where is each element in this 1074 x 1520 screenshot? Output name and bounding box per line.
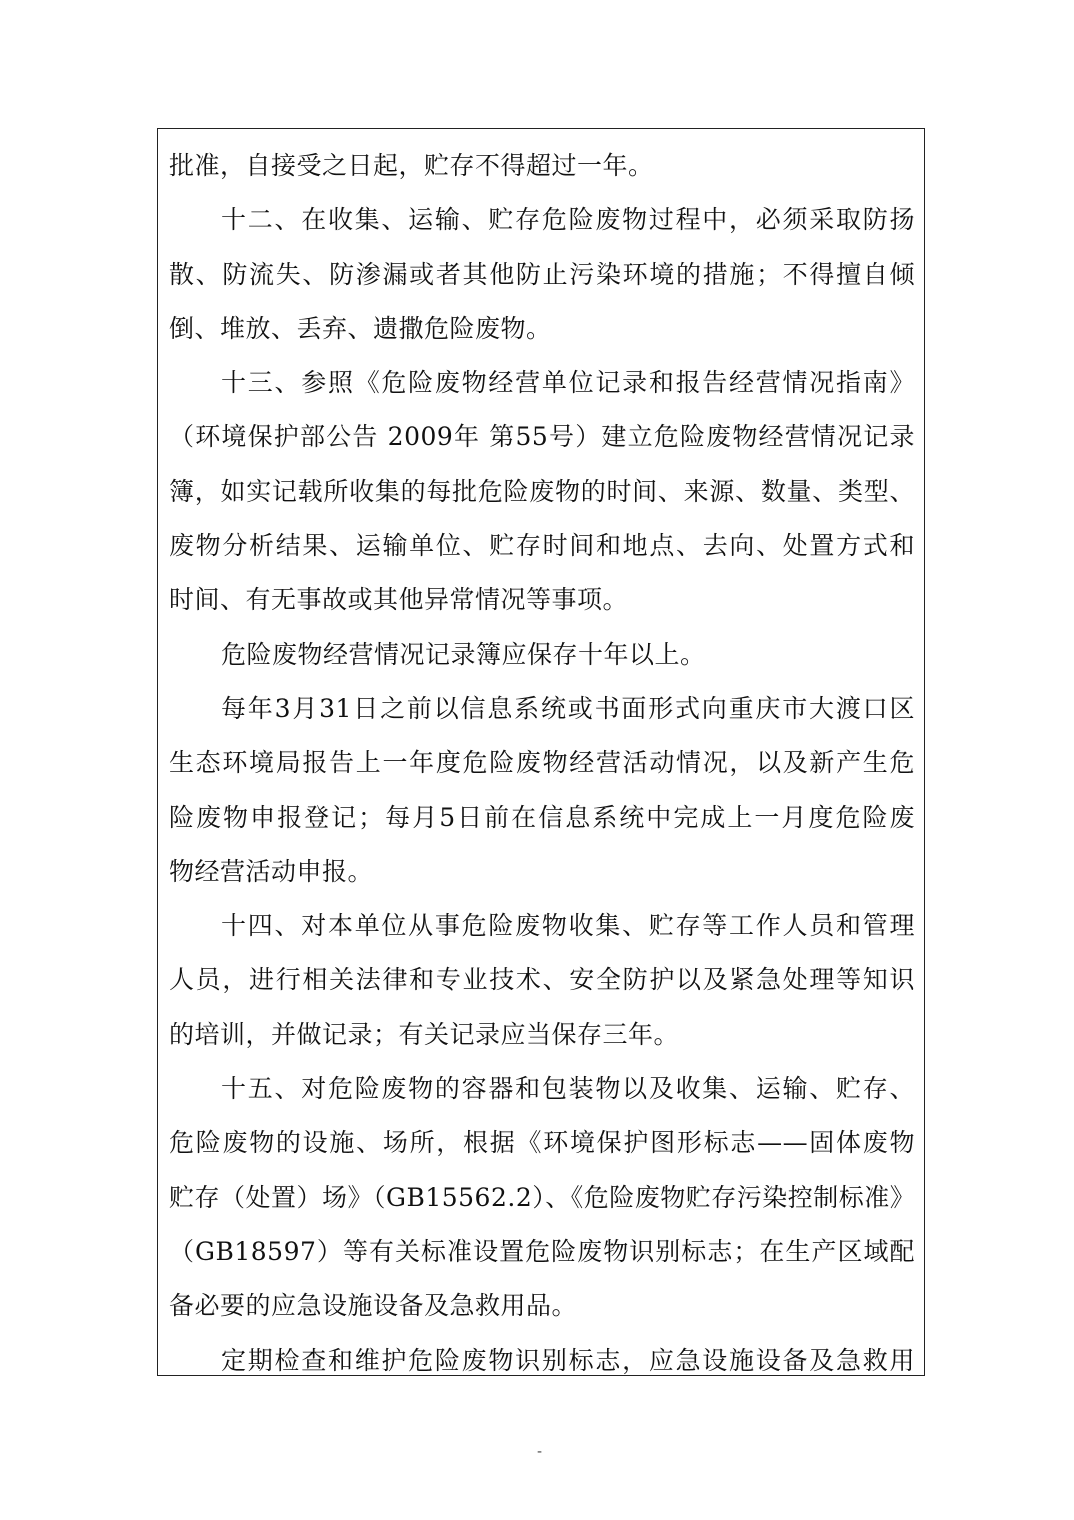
text-line: 生态环境局报告上一年度危险废物经营活动情况，以及新产生危 (169, 748, 915, 778)
text-line: （GB18597）等有关标准设置危险废物识别标志；在生产区域配 (169, 1236, 915, 1266)
text-line: 贮存（处置）场》（GB15562.2）、《危险废物贮存污染控制标准》 (169, 1182, 916, 1212)
document-frame (157, 128, 925, 1376)
text-line: 十二、在收集、运输、贮存危险废物过程中，必须采取防扬 (221, 205, 915, 235)
text-line: 的培训，并做记录；有关记录应当保存三年。 (169, 1019, 680, 1049)
text-line: 十四、对本单位从事危险废物收集、贮存等工作人员和管理 (221, 911, 915, 941)
text-line: 簿，如实记载所收集的每批危险废物的时间、来源、数量、类型、 (169, 476, 915, 506)
text-line: 人员，进行相关法律和专业技术、安全防护以及紧急处理等知识 (169, 965, 915, 995)
text-line: 废物分析结果、运输单位、贮存时间和地点、去向、处置方式和 (169, 531, 915, 561)
text-line: 危险废物经营情况记录簿应保存十年以上。 (221, 639, 706, 669)
text-line: 备必要的应急设施设备及急救用品。 (169, 1291, 578, 1321)
text-line: 危险废物的设施、场所，根据《环境保护图形标志——固体废物 (169, 1128, 915, 1158)
text-line: 物经营活动申报。 (169, 856, 374, 886)
text-line: 十五、对危险废物的容器和包装物以及收集、运输、贮存、 (221, 1074, 915, 1104)
text-line: 每年3月31日之前以信息系统或书面形式向重庆市大渡口区 (221, 693, 915, 723)
text-line: 散、防流失、防渗漏或者其他防止污染环境的措施；不得擅自倾 (169, 259, 915, 289)
page-number-mark: - (537, 1444, 543, 1460)
document-body (169, 139, 915, 1376)
text-line: 批准，自接受之日起，贮存不得超过一年。 (169, 151, 654, 180)
text-line: 十三、参照《危险废物经营单位记录和报告经营情况指南》 (221, 368, 915, 398)
text-line: 时间、有无事故或其他异常情况等事项。 (169, 585, 629, 615)
text-line: （环境保护部公告 2009年 第55号）建立危险废物经营情况记录 (169, 422, 915, 452)
text-line: 定期检查和维护危险废物识别标志，应急设施设备及急救用 (221, 1345, 915, 1375)
text-line: 险废物申报登记；每月5日前在信息系统中完成上一月度危险废 (169, 802, 915, 832)
text-line: 倒、堆放、丢弃、遗撒危险废物。 (169, 313, 552, 343)
